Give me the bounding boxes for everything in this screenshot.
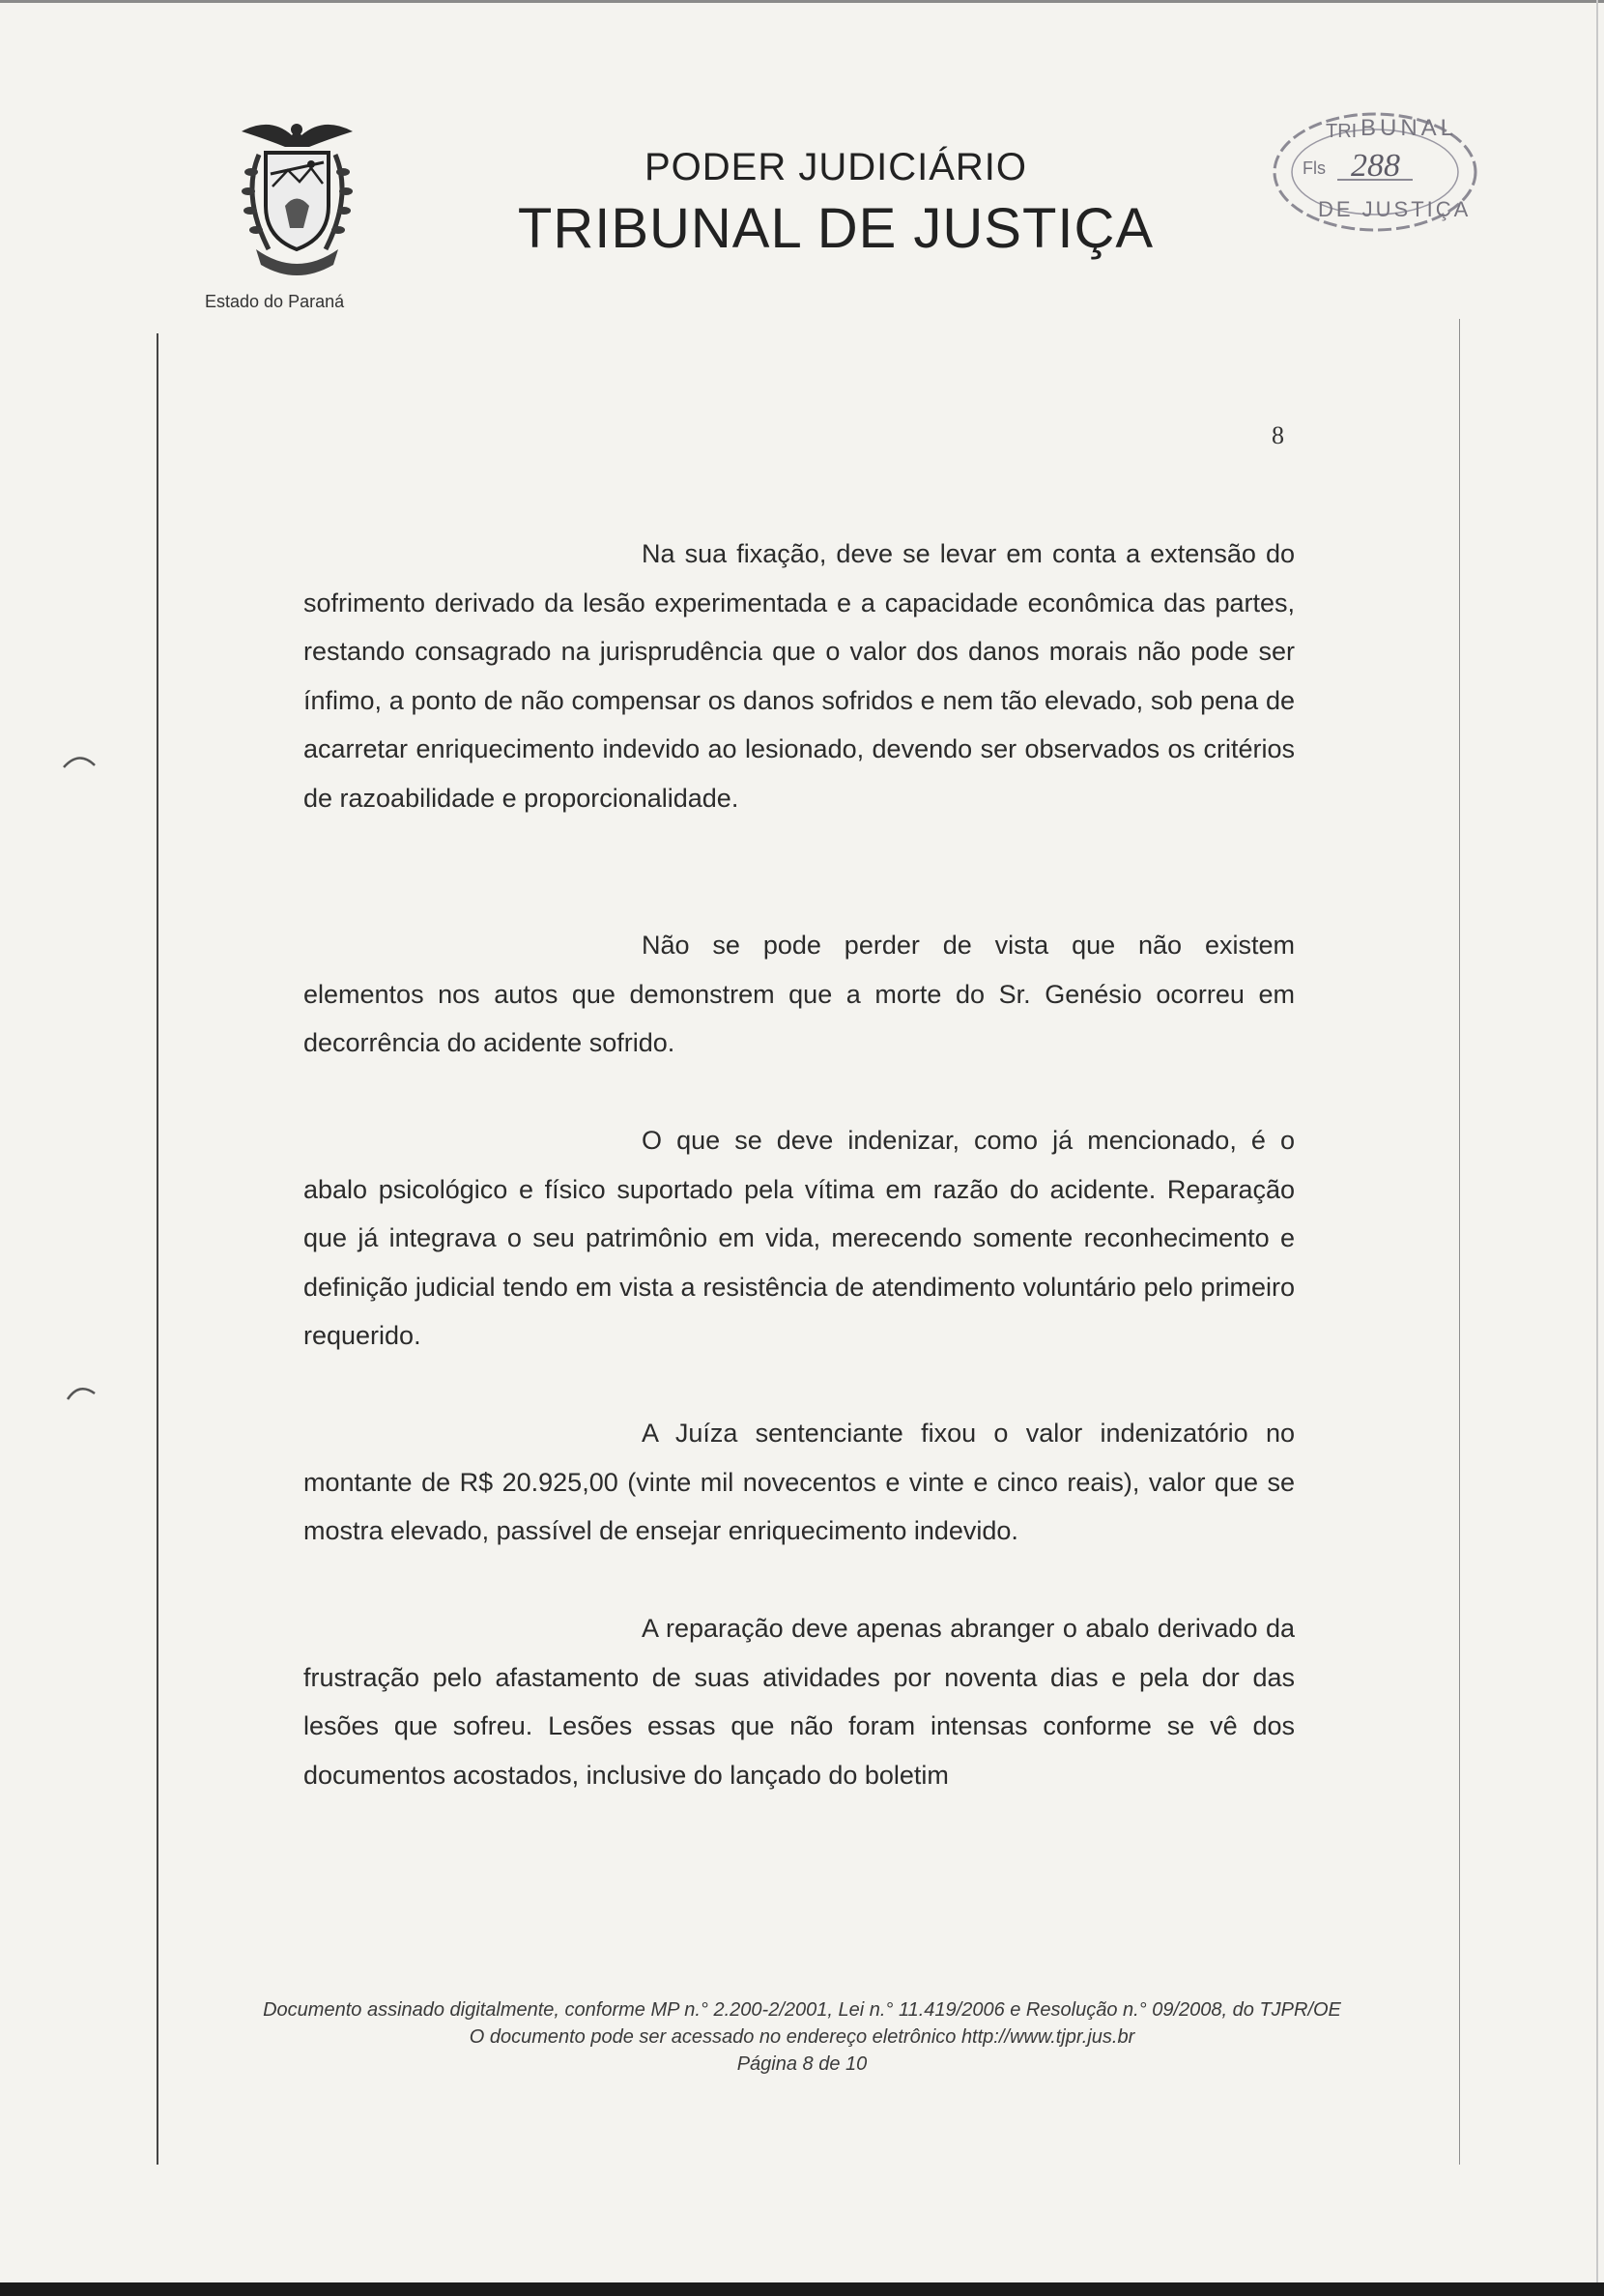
parana-coat-of-arms-logo: [232, 114, 362, 283]
svg-text:DE JUSTIÇA: DE JUSTIÇA: [1318, 197, 1472, 221]
svg-text:BUNAL: BUNAL: [1361, 115, 1458, 141]
paragraph-3: O que se deve indenizar, como já mencionado, é o abalo psicológico e físico suportado pela vítima em razão do acidente. Reparação que já integrava o seu patrimônio em vida, merecendo somente reconhecimento e definição judicial tendo em vista a resistência de atendimento voluntário pelo primeiro requerido.: [303, 1126, 1295, 1350]
svg-text:288: 288: [1351, 148, 1400, 184]
svg-text:Fls: Fls: [1303, 158, 1326, 178]
document-footer: [155, 1996, 1449, 2078]
org-name-line1: PODER JUDICIÁRIO: [644, 146, 1028, 188]
document-body-5: [303, 1604, 1295, 1799]
document-header: [444, 143, 1227, 263]
scan-bottom-edge: [0, 2282, 1604, 2296]
document-body: [303, 530, 1295, 822]
paragraph-2: Não se pode perder de vista que não existem elementos nos autos que demonstrem que a morte do Sr. Genésio ocorreu em decorrência do acidente sofrido.: [303, 931, 1295, 1057]
right-margin-rule: [1459, 319, 1460, 2165]
org-name-line2: TRIBUNAL DE JUSTIÇA: [517, 197, 1155, 260]
document-body-3: [303, 1116, 1295, 1361]
footer-signature-notice: Documento assinado digitalmente, conforme MP n.° 2.200-2/2001, Lei n.° 11.419/2006 e Resolução n.° 09/2008, do TJPR/OE: [263, 1999, 1341, 2021]
document-body-2: [303, 921, 1295, 1068]
punch-hole-mark: [60, 750, 99, 771]
court-stamp-seal: [1268, 104, 1482, 240]
page-right-edge: [1596, 0, 1598, 2282]
paragraph-4: A Juíza sentenciante fixou o valor indenizatório no montante de R$ 20.925,00 (vinte mil novecentos e vinte e cinco reais), valor que se mostra elevado, passível de ensejar enriquecimento indevido.: [303, 1419, 1295, 1545]
page-number: 8: [1272, 421, 1284, 449]
paragraph-5: A reparação deve apenas abranger o abalo derivado da frustração pelo afastamento de suas atividades por noventa dias e pela dor das lesões que sofreu. Lesões essas que não foram intensas conforme se vê dos documentos acostados, inclusive do lançado do boletim: [303, 1614, 1295, 1790]
state-name: Estado do Paraná: [205, 292, 345, 311]
left-margin-rule: [157, 333, 158, 2165]
footer-page-count: Página 8 de 10: [736, 2053, 868, 2075]
document-body-4: [303, 1409, 1295, 1556]
svg-text:TRI: TRI: [1326, 121, 1358, 142]
paragraph-1: Na sua fixação, deve se levar em conta a extensão do sofrimento derivado da lesão experimentada e a capacidade econômica das partes, restando consagrado na jurisprudência que o valor dos danos morais não pode ser ínfimo, a ponto de não compensar os danos sofridos e nem tão elevado, sob pena de acarretar enriquecimento indevido ao lesionado, devendo ser observados os critérios de razoabilidade e proporcionalidade.: [303, 539, 1295, 813]
footer-access-notice: O documento pode ser acessado no endereço eletrônico http://www.tjpr.jus.br: [469, 2026, 1135, 2048]
page-top-edge: [0, 0, 1604, 3]
punch-hole-mark: [64, 1380, 102, 1401]
